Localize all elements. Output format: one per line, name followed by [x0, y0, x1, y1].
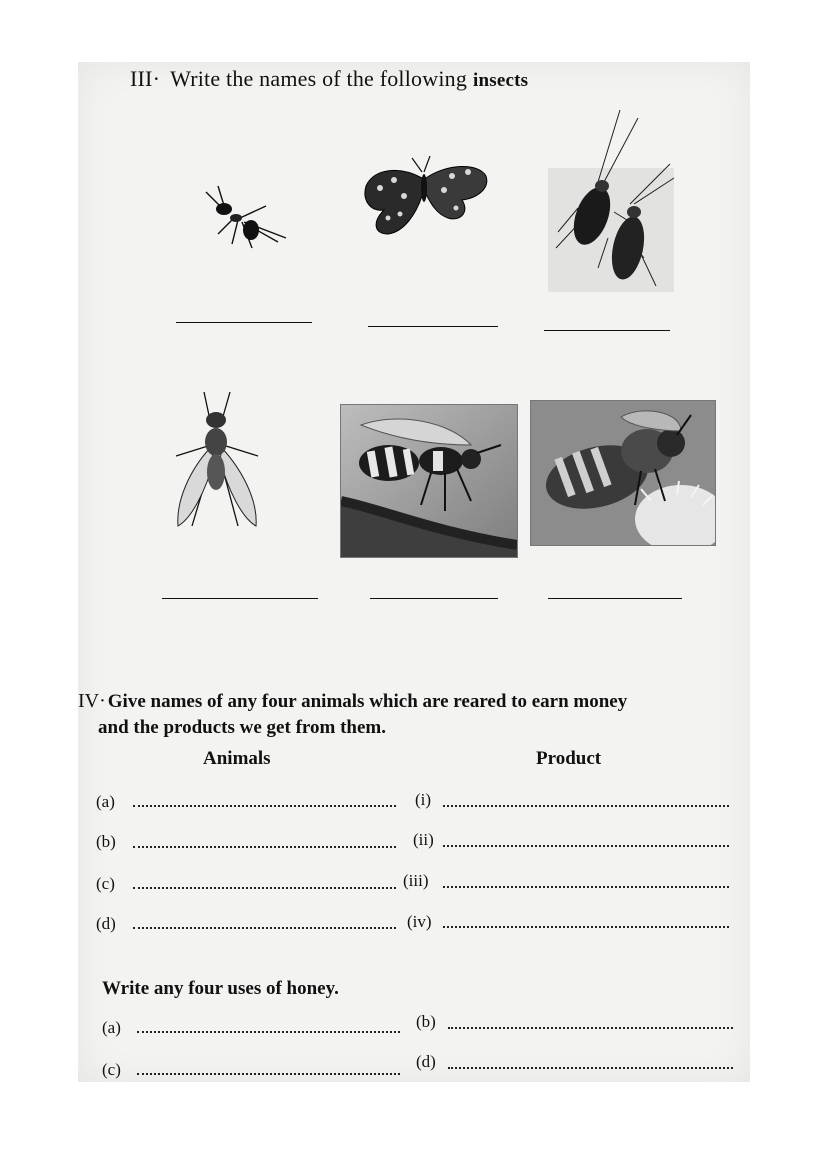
honey-answer-b[interactable]	[448, 1027, 733, 1029]
housefly-answer-line[interactable]	[162, 598, 318, 599]
section-3-heading-bold: insects	[473, 70, 529, 91]
product-answer-i[interactable]	[443, 805, 729, 807]
housefly-picture	[170, 390, 264, 530]
honey-uses-heading: Write any four uses of honey.	[102, 978, 339, 999]
honey-label-a: (a)	[102, 1018, 121, 1037]
butterfly-answer-line[interactable]	[368, 326, 498, 327]
product-label-iii: (iii)	[403, 871, 429, 890]
product-answer-iii[interactable]	[443, 886, 729, 888]
wasp-answer-line[interactable]	[370, 598, 498, 599]
product-label-ii: (ii)	[413, 830, 434, 849]
section-3-heading-text: Write the names of the following	[170, 66, 468, 91]
product-column-header: Product	[536, 748, 602, 769]
honey-answer-a[interactable]	[137, 1031, 400, 1033]
animal-label-d: (d)	[96, 914, 116, 933]
section-3-heading	[130, 66, 528, 92]
honey-label-d: (d)	[416, 1052, 436, 1071]
honey-label-b: (b)	[416, 1012, 436, 1031]
product-label-iv: (iv)	[407, 912, 432, 931]
section-4-heading	[78, 688, 738, 741]
wasp-picture	[340, 404, 518, 558]
honey-answer-c[interactable]	[137, 1073, 400, 1075]
honey-label-c: (c)	[102, 1060, 121, 1079]
honey-answer-d[interactable]	[448, 1067, 733, 1069]
section-4-number: IV·	[78, 690, 106, 712]
product-answer-iv[interactable]	[443, 926, 729, 928]
animal-label-a: (a)	[96, 792, 115, 811]
animal-answer-b[interactable]	[133, 846, 396, 848]
animals-column-header: Animals	[203, 748, 271, 769]
animal-answer-a[interactable]	[133, 805, 396, 807]
product-answer-ii[interactable]	[443, 845, 729, 847]
section-3-number: III·	[130, 66, 161, 91]
cockroach-answer-line[interactable]	[544, 330, 670, 331]
honeybee-answer-line[interactable]	[548, 598, 682, 599]
animal-answer-c[interactable]	[133, 887, 396, 889]
honeybee-picture	[530, 400, 716, 546]
butterfly-picture	[360, 156, 490, 238]
cockroach-picture	[548, 108, 678, 292]
section-4-heading-line1: Give names of any four animals which are reared to earn money	[107, 691, 628, 712]
animal-label-c: (c)	[96, 874, 115, 893]
ant-picture	[196, 182, 296, 262]
section-4-heading-line2: and the products we get from them.	[98, 717, 386, 738]
product-label-i: (i)	[415, 790, 432, 809]
ant-answer-line[interactable]	[176, 322, 312, 323]
animal-label-b: (b)	[96, 832, 116, 851]
animal-answer-d[interactable]	[133, 927, 396, 929]
